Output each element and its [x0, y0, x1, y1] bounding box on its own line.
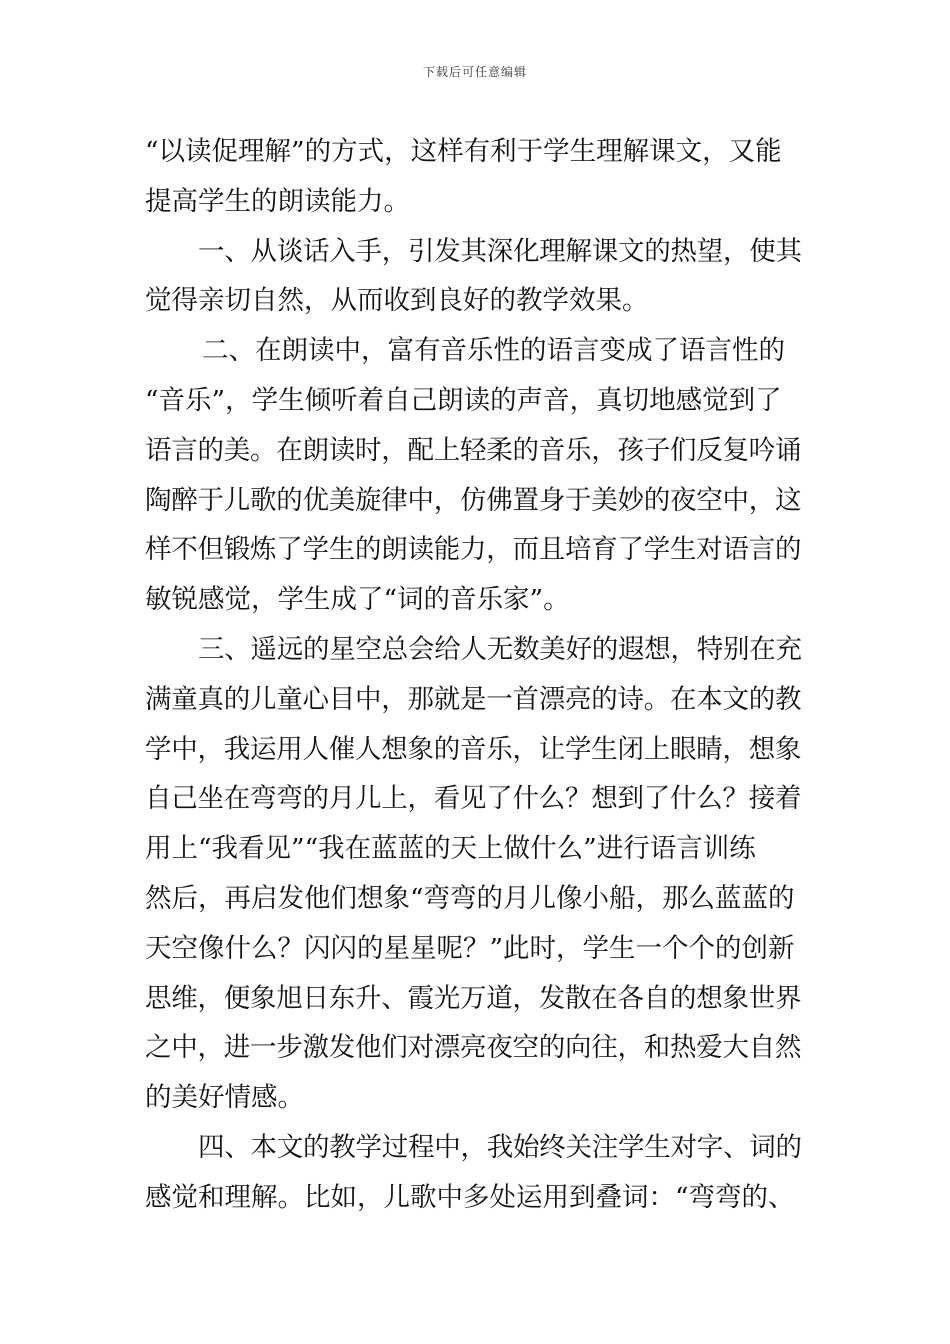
text-line: 之中，进一步激发他们对漂亮夜空的向往，和热爱大自然: [145, 1032, 802, 1064]
text-line: 感觉和理解。比如，儿歌中多处运用到叠词：“弯弯的、: [145, 1181, 795, 1213]
text-line: 满童真的儿童心目中，那就是一首漂亮的诗。在本文的教: [145, 683, 802, 715]
text-line: 天空像什么？闪闪的星星呢？”此时，学生一个个的创新: [145, 932, 795, 964]
paragraph-start-line: 二、在朗读中，富有音乐性的语言变成了语言性的: [202, 335, 785, 367]
document-body: [145, 127, 807, 1223]
text-line: 提高学生的朗读能力。: [145, 185, 410, 217]
text-line: 样不但锻炼了学生的朗读能力，而且培育了学生对语言的: [145, 534, 802, 566]
text-line: 觉得亲切自然，从而收到良好的教学效果。: [145, 285, 649, 317]
text-line: 语言的美。在朗读时，配上轻柔的音乐，孩子们反复吟诵: [145, 434, 802, 466]
text-line: 用上“我看见”“我在蓝蓝的天上做什么”进行语言训练: [145, 833, 756, 865]
text-line: “以读促理解”的方式，这样有利于学生理解课文，又能: [145, 136, 782, 167]
text-line: 陶醉于儿歌的优美旋律中，仿佛置身于美妙的夜空中，这: [145, 484, 802, 516]
text-line: 的美好情感。: [145, 1082, 304, 1114]
text-line: 然后，再启发他们想象“弯弯的月儿像小船，那么蓝蓝的: [145, 882, 795, 914]
text-line: 学中，我运用人催人想象的音乐，让学生闭上眼睛，想象: [145, 733, 802, 765]
paragraph-start-line: 三、遥远的星空总会给人无数美好的遐想，特别在充: [198, 633, 802, 665]
text-line: “音乐”，学生倾听着自己朗读的声音，真切地感觉到了: [145, 384, 782, 416]
text-line: 敏锐感觉，学生成了“词的音乐家”。: [145, 584, 570, 616]
header-note: 下载后可任意编辑: [422, 65, 527, 79]
text-line: 思维，便象旭日东升、霞光万道，发散在各自的想象世界: [145, 982, 802, 1014]
paragraph-start-line: 一、从谈话入手，引发其深化理解课文的热望，使其: [198, 235, 802, 267]
text-line: 自己坐在弯弯的月儿上，看见了什么？想到了什么？接着: [145, 783, 802, 815]
paragraph-start-line: 四、本文的教学过程中，我始终关注学生对字、词的: [198, 1131, 802, 1163]
